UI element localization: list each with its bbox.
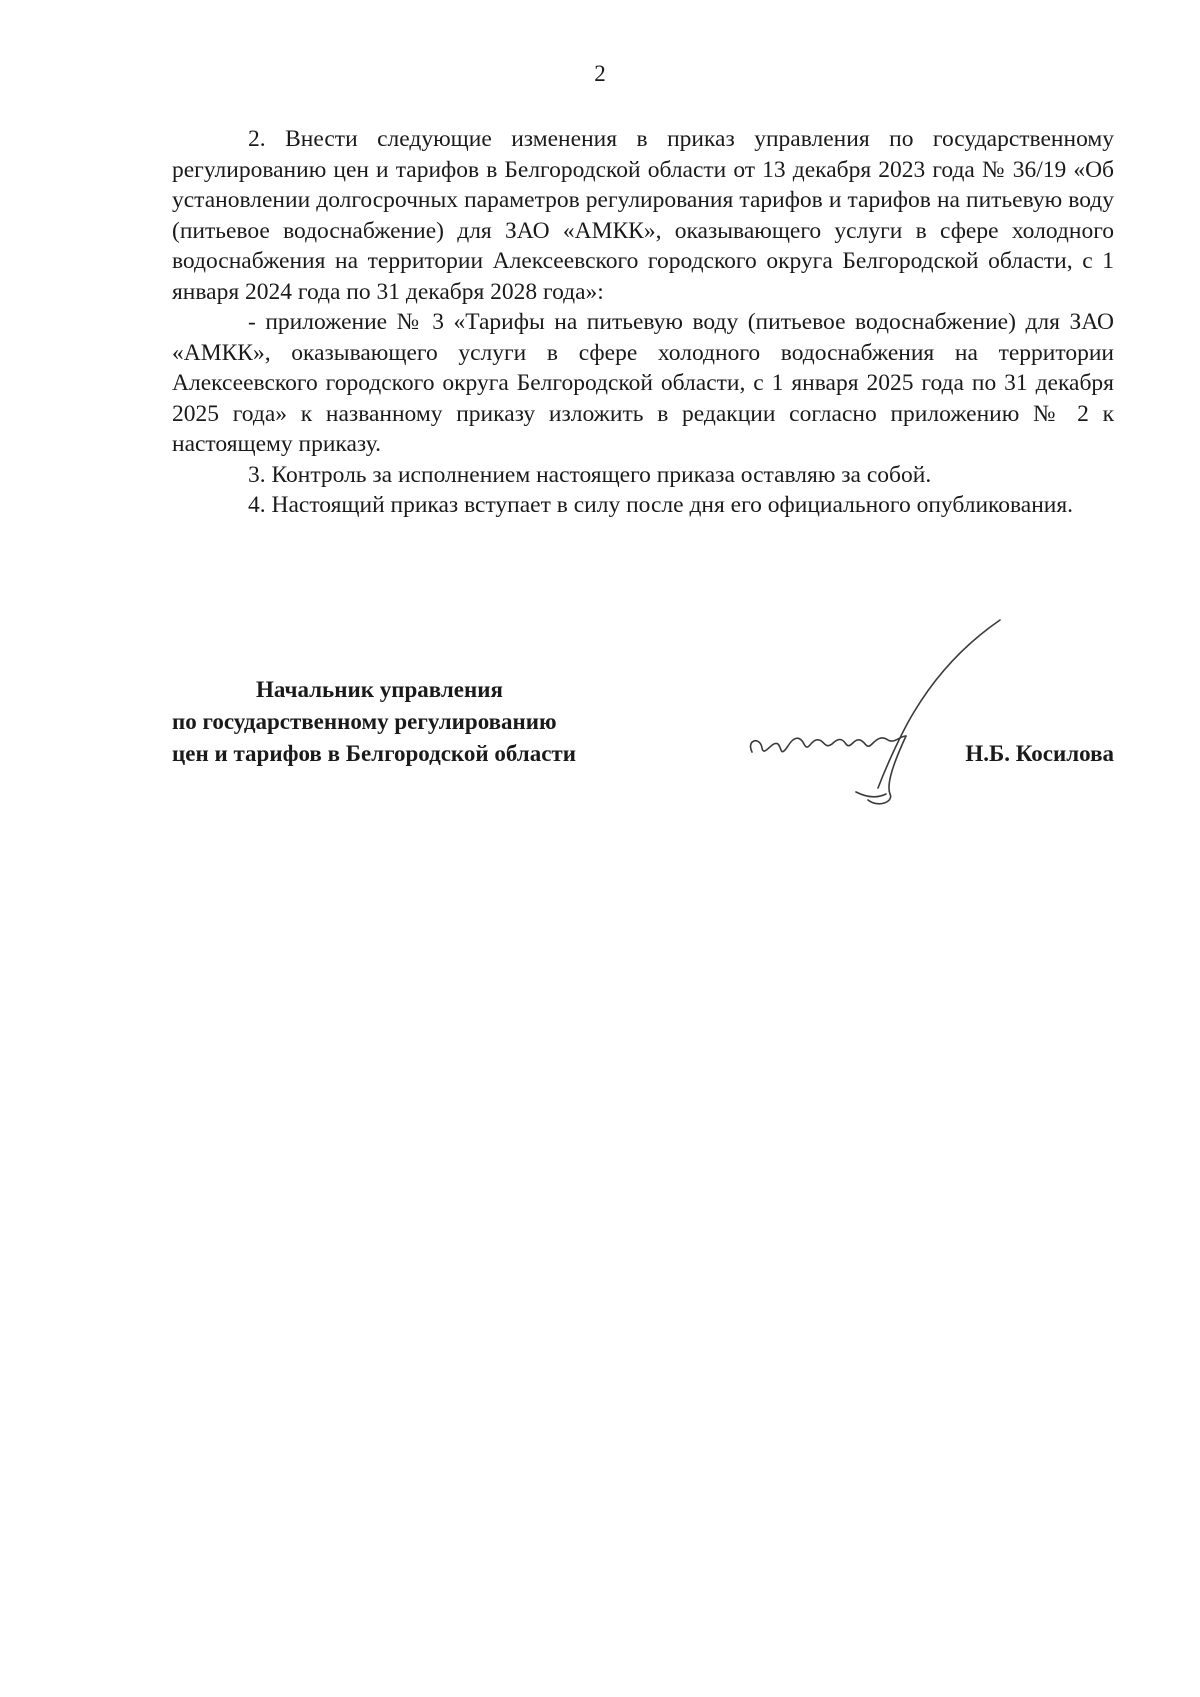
page-number: 2 [594, 61, 606, 86]
paragraph-3-control: 3. Контроль за исполнением настоящего приказа оставляю за собой. [248, 461, 932, 488]
signatory-title-line-2: по государственному регулированию [172, 709, 557, 734]
signatory-title-line-1: Начальник управления [256, 677, 503, 702]
signatory-title-line-3: цен и тарифов в Белгородской области [172, 741, 576, 766]
paragraph-appendix-3: - приложение № 3 «Тарифы на питьевую воду (питьевое водоснабжение) для ЗАО «АМКК», оказывающего услуги в сфере холодного водоснабжения на территории Алексеевского городского округа Белгородской области, с 1 января 2025 года по 31 декабря 2025 года» к названному приказу изложить в редакции согласно приложению № 2 к настоящему приказу. [172, 309, 1114, 457]
handwritten-signature [738, 612, 1038, 812]
paragraph-2-amendments: 2. Внести следующие изменения в приказ управления по государственному регулированию цен и тарифов в Белгородской области от 13 декабря 2023 года № 36/19 «Об установлении долгосрочных параметров регулирования тарифов и тарифов на питьевую воду (питьевое водоснабжение) для ЗАО «АМКК», оказывающего услуги в сфере холодного водоснабжения на территории Алексеевского городского округа Белгородской области, с 1 января 2024 года по 31 декабря 2028 года»: [172, 126, 1114, 305]
signer-name: Н.Б. Косилова [965, 741, 1114, 766]
signatory-title [172, 674, 652, 770]
document-body [172, 124, 1114, 521]
paragraph-4-effective: 4. Настоящий приказ вступает в силу после дня его официального опубликования. [248, 492, 1074, 518]
